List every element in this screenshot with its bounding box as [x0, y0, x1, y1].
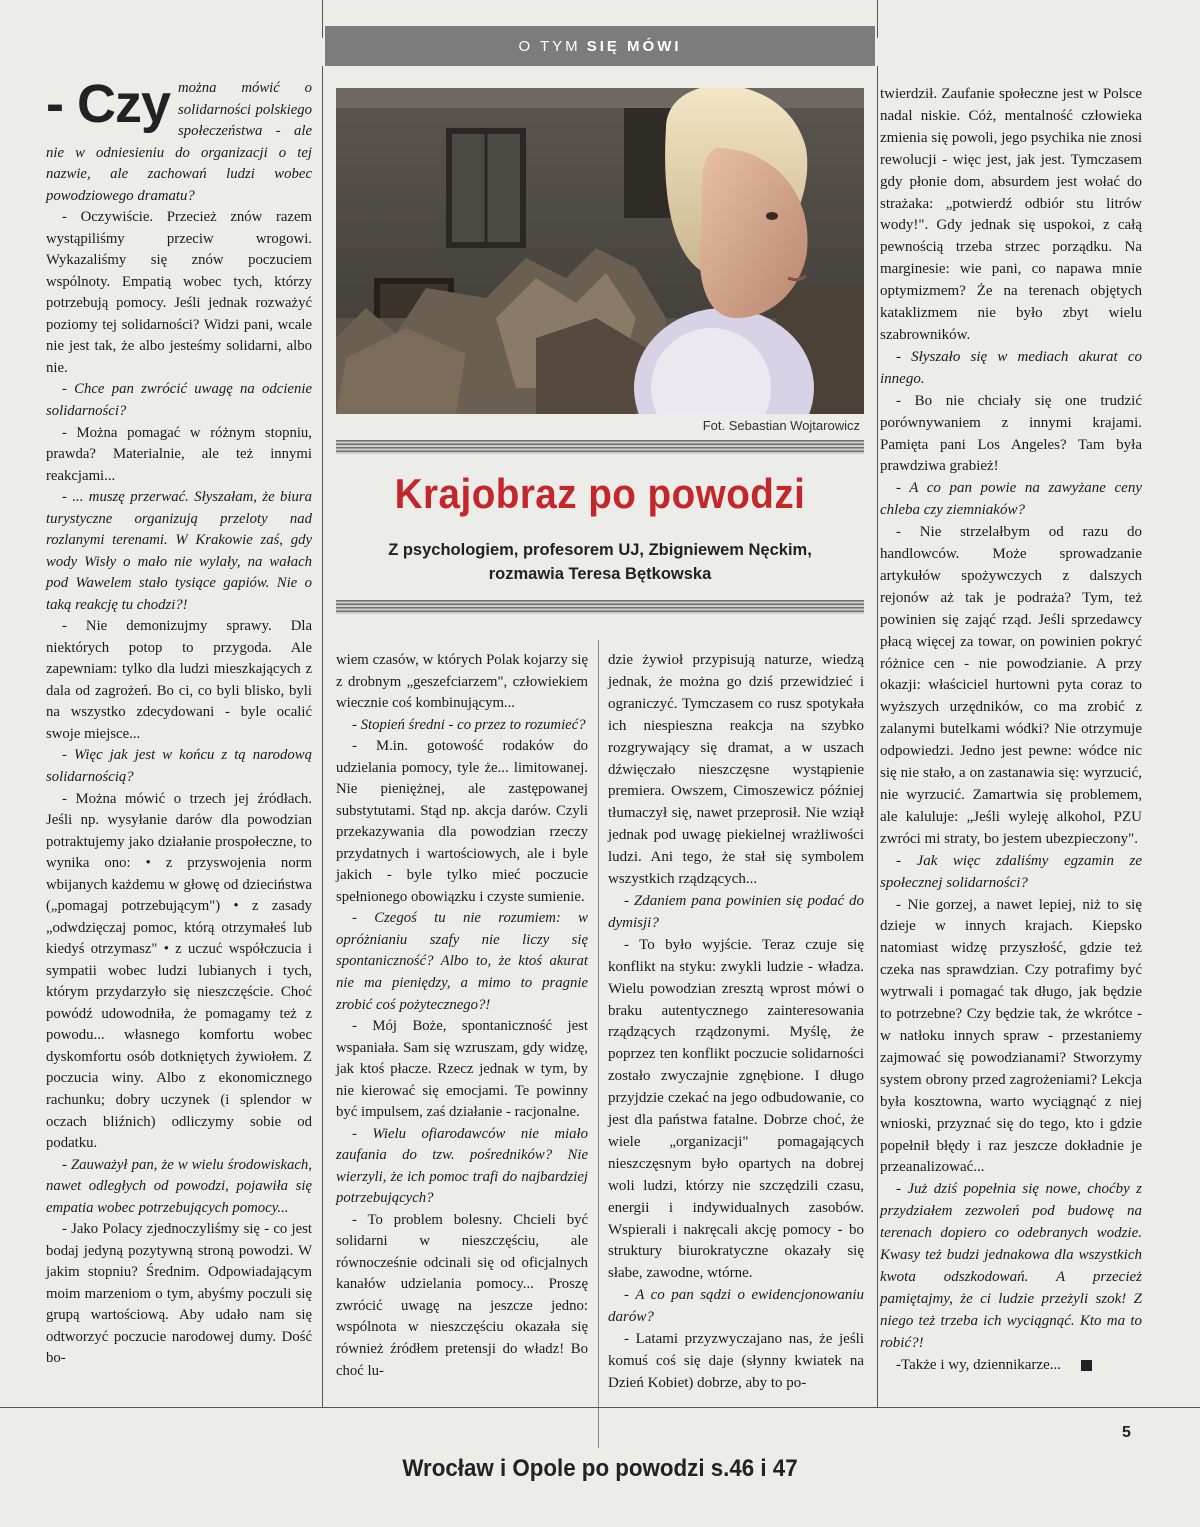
end-of-article-mark: [1081, 1360, 1092, 1371]
section-banner: [325, 26, 875, 66]
paragraph: twierdził. Zaufanie społeczne jest w Polsce nadal niskie. Cóż, mentalność człowieka zmienia się powoli, jego psychika nie znosi rewolucji - więc jest, jak jest. Tymczasem gdy płonie dom, absurdem jest wołać do strażaka: „potwierdź odbiór stu litrów wody!". Gdy jednak się uspokoi, z całą pewnością trzeba strzec porządku. Na marginesie: wie pani, co napawa mnie optymizmem? Że na terenach objętych kataklizmem nie było zbyt wielu szabrowników.: [880, 86, 1142, 343]
paragraph: -Także i wy, dziennikarze...: [880, 1355, 1142, 1377]
paragraph: - Nie strzelałbym od razu do handlowców. Może sprowadzanie artykułów spożywczych z dalszych rejonów aż tak je podraża? Tym, też powinien się zająć rząd. Jeśli sprzedawcy płacą więcej za towar, on powinien pokryć różnice cen - nie powodzianie. A przy okazji: właściciel hurtowni pyta coraz to wyższych urzędników, co ma zrobić z zalanymi butelkami wódki? Nie otrzymuje odpowiedzi. Jedno jest pewne: wódce nic się nie stało, a on zastanawia się: wyrzucić, nie wyrzucić. Zamartwia się problemem, ale kaluluje: „Jeśli wyleję alkohol, PZU zwróci mi straty, bo jestem ubezpieczony".: [880, 524, 1142, 847]
paragraph: - Zdaniem pana powinien się podać do dymisji?: [608, 892, 864, 931]
paragraph: - Słyszało się w mediach akurat co innego.: [880, 348, 1142, 387]
paragraph: - Jak więc zdaliśmy egzamin ze społecznej solidarności?: [880, 852, 1142, 891]
bottom-rule: [0, 1407, 1200, 1408]
paragraph: - A co pan powie na zawyżane ceny chleba czy ziemniaków?: [880, 480, 1142, 519]
column-rule: [598, 640, 599, 1448]
paragraph: - Można mówić o trzech jej źródłach. Jeśli np. wysyłanie darów dla powodzian potraktujemy jako działanie prospołeczne, to wynika ono: • z przyswojenia norm wbijanych każdemu w głowę od dzieciństwa („pomagaj potrzebującym") • z zasady „odwdzięczaj pomoc, którą otrzymałeś lub kiedyś otrzymasz" • z uczuć współczucia i sympatii wobec ludzi lubianych i tych, którym przydarzyło się nieszczęście. Choć powódź udowodniła, że pomagamy też z powodu... własnego komfortu wobec dyskomfortu osób dotkniętych żywiołem. Z poczucia winy. Albo z ekonomicznego rachunku; dobry uczynek (i splendor w oczach bliźnich) odliczymy sobie od podatku.: [46, 790, 312, 1152]
text-column-center-1: [336, 650, 588, 1382]
paragraph: - Latami przyzwyczajano nas, że jeśli komuś coś się daje (słynny kwiatek na Dzień Kobiet) dobrze, aby to po-: [608, 1331, 864, 1391]
paragraph: - Bo nie chciały się one trudzić porównywaniem z innymi krajami. Pamięta pani Los Angeles? Tam była prawdziwa grabież!: [880, 392, 1142, 475]
paragraph: - Można pomagać w różnym stopniu, prawda? Materialnie, ale też innymi reakcjami...: [46, 424, 312, 484]
paragraph: - Nie demonizujmy sprawy. Dla niektórych potop to przygoda. Ale zapewniam: tylko dla ludzi mieszkających z dala od zagrożeń. Bo ci, co byli blisko, byli na wszystko zdecydowani - byle ocalić swoje miejsce...: [46, 618, 312, 742]
flood-photo: [336, 88, 864, 414]
paragraph: można mówić o solidarności polskiego społeczeństwa - ale nie w odniesieniu do organizacji o tej nazwie, ale zachowań ludzi wobec powodziowego dramatu?: [46, 80, 312, 204]
paragraph: - To było wyjście. Teraz czuje się konflikt na styku: zwykli ludzie - władza. Wielu powodzian zresztą wprost mówi o braku autentycznego zainteresowania rządzących rządzonymi. Myślę, że poprzez ten konflikt poczucie solidarności zostało zwyczajnie zgnębione. I długo przyjdzie czekać na jego odbudowanie, co jest dla państwa fatalne. Dobrze choć, że wiele „organizacji" pomagających nieszczęsnym było opartych na dobrej woli ludzi, którzy nie szczędzili czasu, energii i indywidualnych zasobów. Wspierali i nakręcali akcję pomocy - bo struktury biurokratyczne okazały się słabe, zawodne, wtórne.: [608, 936, 864, 1282]
paragraph: - Jako Polacy zjednoczyliśmy się - co jest bodaj jedyną pozytywną stroną powodzi. W jakim stopniu? Średnim. Odpowiadającym moim marzeniom o tym, abyśmy poczuli się grupą wartościową. Aby udało nam się odtworzyć poczucie narodowej dumy. Dość bo-: [46, 1221, 312, 1367]
text-column-left: [46, 74, 312, 1370]
article-title: Krajobraz po powodzi: [394, 470, 806, 517]
paragraph: - Stopień średni - co przez to rozumieć?: [352, 716, 586, 733]
paragraph: wiem czasów, w których Polak kojarzy się z drobnym „geszefciarzem", człowiekiem wiecznie coś kombinującym...: [336, 652, 588, 712]
paragraph: - Zauważył pan, że w wielu środowiskach, nawet odległych od powodzi, pojawiła się empatia wobec potrzebujących pomocy...: [46, 1156, 312, 1216]
decorative-rule: [336, 440, 864, 454]
paragraph: - Już dziś popełnia się nowe, choćby z przydziałem zezwoleń pod budowę na terenach dopiero co odebranych wodzie. Kwasy też budzi jednakowa dla wszystkich kwota odszkodowań. A przecież pamiętajmy, że ci ludzie przeżyli szok! Z niego też trzeba ich wyciągnąć. Kto ma to robić?!: [880, 1181, 1142, 1351]
paragraph: - ... muszę przerwać. Słyszałam, że biura turystyczne organizują przeloty nad rozlanymi terenami. W Krakowie zaś, gdy wody Wisły o mało nie wylały, na wałach pod Wawelem stało tysiące gapiów. Nie o taką reakcję tu chodzi?!: [46, 489, 312, 613]
text-column-center-2: [608, 650, 864, 1395]
frame-rule: [877, 0, 878, 38]
frame-rule: [322, 66, 323, 1408]
paragraph: - Mój Boże, spontaniczność jest wspaniała. Sam się wzruszam, gdy widzę, jak ktoś płacze. Rzecz jednak w tym, by nie kierować się emocjami. Te powinny być impulsem, zaś działanie - racjonalne.: [336, 1018, 588, 1121]
paragraph: - M.in. gotowość rodaków do udzielania pomocy, tyle że... limitowanej. Nie pieniężnej, ale zastępowanej substytutami. Stąd np. akcja darów. Czyli przekazywania dla powodzian rzeczy przydatnych i wartościowych, ale i byle jakich - byle tylko mieć poczucie spełnionego obowiązku i czyste sumienie.: [336, 738, 588, 905]
opening-question: [46, 74, 312, 207]
paragraph: - To problem bolesny. Chcieli być solidarni w nieszczęściu, ale równocześnie odcinali się od oficjalnych kanałów udzielania pomocy... Proszę zwrócić uwagę na jeszcze jedno: wspólnota w nieszczęściu okazała się również źródłem pretensji do władz! Bo choć lu-: [336, 1211, 588, 1379]
frame-rule: [322, 0, 323, 38]
paragraph: - A co pan sądzi o ewidencjonowaniu darów?: [608, 1287, 864, 1326]
section-label-part2: SIĘ MÓWI: [586, 37, 682, 55]
photo-credit: Fot. Sebastian Wojtarowicz: [702, 418, 860, 433]
paragraph: - Więc jak jest w końcu z tą narodową solidarnością?: [46, 747, 312, 785]
subtitle-line: rozmawia Teresa Bętkowska: [488, 565, 712, 583]
paragraph: - Czegoś tu nie rozumiem: w opróżnianiu szafy nie liczy się spontaniczność? Albo to, że ktoś akurat nie ma pieniędzy, a mimo to pragnie zrobić coś pożytecznego?!: [336, 910, 588, 1013]
paragraph: - Wielu ofiarodawców nie miało zaufania do tzw. pośredników? Nie wierzyli, że ich pomoc trafi do najbardziej potrzebujących?: [336, 1125, 588, 1207]
section-label-part1: O TYM: [518, 37, 581, 55]
article-subtitle: [336, 538, 864, 586]
decorative-rule: [336, 600, 864, 614]
paragraph: - Nie gorzej, a nawet lepiej, niż to się dzieje w innych krajach. Kiepsko natomiast widzę przyszłość, gdzie też czeka nas sprawdzian. Czy potrafimy być wytrwali i pomagać tak długo, jak będzie to potrzebne? Czy będzie tak, że wkrótce - w natłoku innych spraw - przestaniemy zajmować się powodzianami? Stworzymy system obrony przed zagrożeniami? Lekcja była kosztowna, warto wyciągnąć z niej wnioski, przyznać się do tego, kto i gdzie popełnił błędy i raz jeszcze dokładnie je przeanalizować...: [880, 896, 1142, 1176]
paragraph: - Oczywiście. Przecież znów razem wystąpiliśmy przeciw wrogowi. Wykazaliśmy się znów poczuciem wspólnoty. Empatią wobec tych, którzy potrzebują pomocy. Jeśli jednak rozważyć poziomy tej solidarności? Widzi pani, wcale nie jest tak, że albo jesteśmy solidarni, albo nie.: [46, 209, 312, 376]
drop-cap: - Czy: [46, 74, 171, 134]
frame-rule: [877, 66, 878, 1408]
text-column-right: [880, 84, 1142, 1376]
subtitle-line: Z psychologiem, profesorem UJ, Zbigniewem Nęckim,: [388, 541, 812, 559]
related-article-reference: Wrocław i Opole po powodzi s.46 i 47: [402, 1455, 798, 1482]
paragraph: - Chce pan zwrócić uwagę na odcienie solidarności?: [46, 381, 312, 419]
page-number: 5: [1122, 1424, 1131, 1441]
paragraph: dzie żywioł przypisują naturze, wiedzą jednak, że można go dziś przewidzieć i ograniczyć. Tymczasem co rusz spotykała ich niespieszna reakcja na szybko rozgrywający się dramat, a w uszach dźwięczało nieszczęsne wystąpienie premiera. Owszem, Cimoszewicz później tłumaczył się, nawet przeprosił. Nie wziął jednak pod uwagę piekielnej wrażliwości ludzi. Ani tego, że stał się symbolem wszystkich rządzących...: [608, 652, 864, 888]
